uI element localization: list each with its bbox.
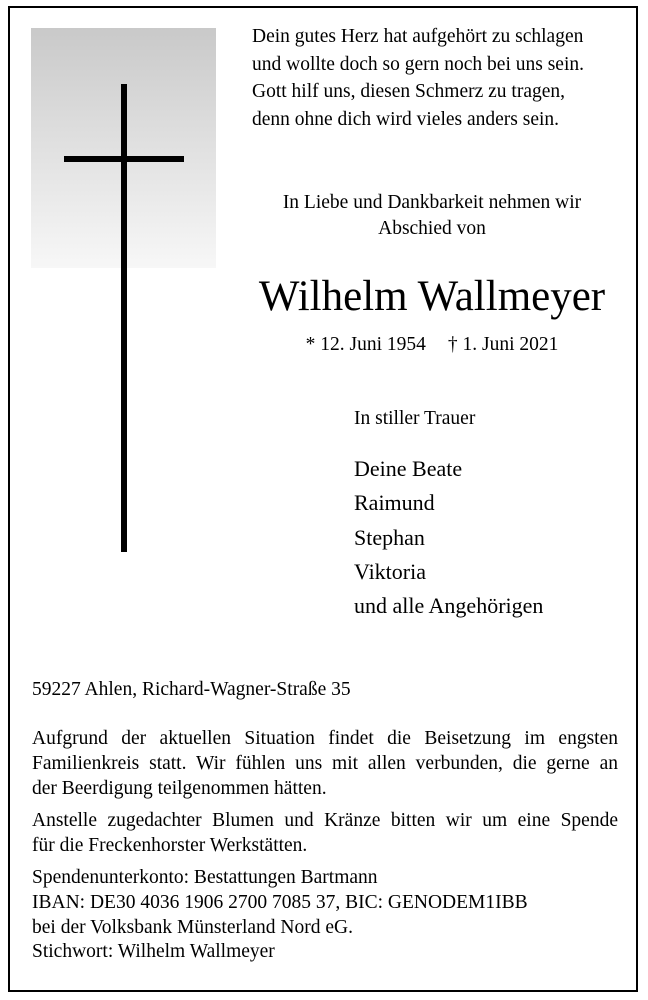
donation-line: Anstelle zugedachter Blumen und Kränze bitten wir um eine Spende <box>32 810 618 831</box>
mourning-heading: In stiller Trauer <box>354 408 476 429</box>
deceased-name: Wilhelm Wallmeyer <box>258 273 606 320</box>
life-dates <box>232 332 632 358</box>
cross-horizontal-bar <box>64 156 184 162</box>
donation-line: für die Freckenhorster Werkstätten. <box>32 834 308 856</box>
notice-line: Familienkreis statt. Wir fühlen uns mit allen verbunden, die gerne an <box>32 752 618 774</box>
poem-line: denn ohne dich wird vieles anders sein. <box>252 108 560 130</box>
bank-line: IBAN: DE30 4036 1906 2700 7085 37, BIC: GENODEM1IBB <box>32 891 528 913</box>
bank-line: bei der Volksbank Münsterland Nord eG. <box>32 916 353 938</box>
poem-line: und wollte doch so gern noch bei uns sein. <box>252 53 584 75</box>
notice-line: Aufgrund der aktuellen Situation findet die Beisetzung im engsten <box>32 728 618 749</box>
notice-line: der Beerdigung teilgenommen hätten. <box>32 777 327 799</box>
cross-vertical-bar <box>121 84 127 552</box>
mourner-name: und alle Angehörigen <box>354 593 544 619</box>
intro-line: In Liebe und Dankbarkeit nehmen wir <box>282 192 582 213</box>
poem <box>252 23 622 133</box>
funeral-notice <box>32 727 618 801</box>
family-address: 59227 Ahlen, Richard-Wagner-Straße 35 <box>32 679 351 700</box>
birth-date: * 12. Juni 1954 <box>305 334 426 355</box>
death-date: † 1. Juni 2021 <box>447 334 559 355</box>
poem-line: Gott hilf uns, diesen Schmerz zu tragen, <box>252 81 565 102</box>
bank-line: Spendenunterkonto: Bestattungen Bartmann <box>32 867 378 888</box>
bank-line: Stichwort: Wilhelm Wallmeyer <box>32 941 275 963</box>
farewell-intro <box>232 190 632 241</box>
mourner-name: Stephan <box>354 524 425 550</box>
mourner-name: Deine Beate <box>354 456 463 481</box>
latin-cross-icon <box>64 84 184 552</box>
poem-line: Dein gutes Herz hat aufgehört zu schlagen <box>252 26 584 47</box>
bank-details <box>32 866 618 965</box>
donation-request <box>32 809 618 859</box>
mourners-list <box>354 452 543 623</box>
mourner-name: Raimund <box>354 490 435 516</box>
mourner-name: Viktoria <box>354 558 426 584</box>
intro-line: Abschied von <box>378 217 486 239</box>
